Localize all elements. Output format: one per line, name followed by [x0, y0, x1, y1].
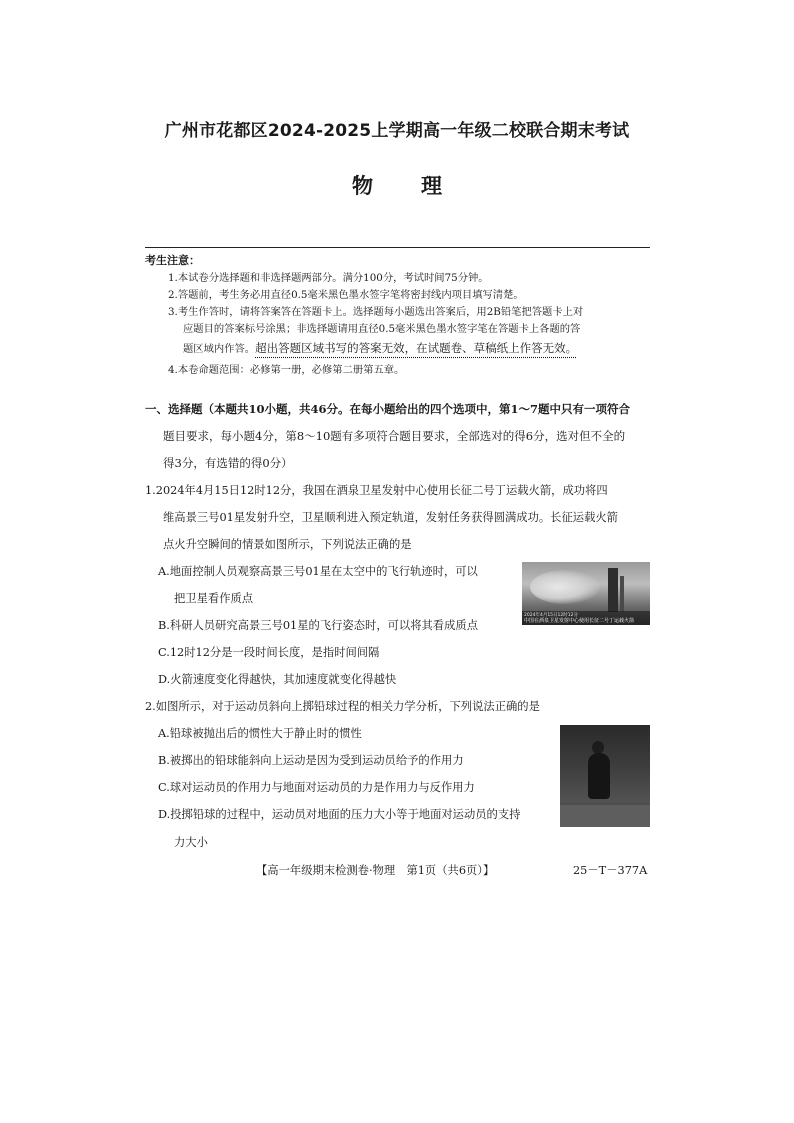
q1-option-a: A.地面控制人员观察高景三号01星在太空中的飞行轨迹时，可以 [158, 565, 478, 578]
q2-option-d-cont: 力大小 [174, 836, 208, 849]
rocket-launch-photo [522, 562, 650, 625]
shot-put-photo [560, 725, 650, 827]
q1-stem-line-3: 点火升空瞬间的情景如图所示，下列说法正确的是 [163, 538, 412, 551]
notice-item-3-prefix: 题区域内作答。 [183, 343, 256, 355]
q1-stem-line-1: 1.2024年4月15日12时12分，我国在酒泉卫星发射中心使用长征二号丁运载火箭，成功将四 [145, 484, 608, 497]
q1-option-a-cont: 把卫星看作质点 [174, 592, 254, 605]
q1-option-d: D.火箭速度变化得越快，其加速度就变化得越快 [158, 673, 397, 686]
q2-option-d: D.投掷铅球的过程中，运动员对地面的压力大小等于地面对运动员的支持 [158, 808, 521, 821]
q2-stem: 2.如图所示，对于运动员斜向上掷铅球过程的相关力学分析，下列说法正确的是 [145, 700, 540, 713]
athlete-figure [588, 753, 610, 799]
paper-code: 25－T－377A [573, 864, 648, 877]
q1-option-c: C.12时12分是一段时间长度，是指时间间隔 [158, 646, 380, 659]
section-title-line-1: 一、选择题（本题共10小题，共46分。在每小题给出的四个选项中，第1～7题中只有一项符合 [145, 402, 631, 416]
notice-item-3-line-3 [183, 340, 577, 358]
notice-emphasis: 超出答题区域书写的答案无效，在试题卷、草稿纸上作答无效。 [255, 341, 578, 355]
q1-stem-line-2: 维高景三号01星发射升空，卫星顺利进入预定轨道，发射任务获得圆满成功。长征运载火箭 [163, 511, 618, 524]
notice-item-4: 4.本卷命题范围：必修第一册，必修第二册第五章。 [168, 364, 405, 376]
subject-title: 物理 [352, 174, 490, 198]
rocket-body [620, 576, 624, 612]
notice-heading: 考生注意： [145, 254, 200, 267]
photo-caption-top: 2024年4月15日12时12分 [524, 613, 578, 618]
launch-tower [608, 568, 618, 612]
notice-item-3-line-1: 3.考生作答时，请将答案答在答题卡上。选择题每小题选出答案后，用2B铅笔把答题卡上对 [168, 306, 584, 318]
photo-caption: 中国在酒泉卫星发射中心使用长征二号丁运载火箭 [524, 618, 635, 624]
notice-item-1: 1.本试卷分选择题和非选择题两部分。满分100分，考试时间75分钟。 [168, 272, 489, 284]
smoke-cloud [530, 570, 600, 604]
section-title-line-2: 题目要求，每小题4分，第8～10题有多项符合题目要求，全部选对的得6分，选对但不全的 [163, 429, 626, 443]
q1-option-b: B.科研人员研究高景三号01星的飞行姿态时，可以将其看成质点 [158, 619, 478, 632]
header-divider [145, 247, 650, 248]
q2-option-c: C.球对运动员的作用力与地面对运动员的力是作用力与反作用力 [158, 781, 475, 794]
exam-title: 广州市花都区2024-2025上学期高一年级二校联合期末考试 [164, 121, 630, 141]
q2-option-b: B.被掷出的铅球能斜向上运动是因为受到运动员给予的作用力 [158, 754, 464, 767]
section-title-line-3: 得3分，有选错的得0分） [163, 456, 293, 470]
notice-item-3-line-2: 应题目的答案标号涂黑；非选择题请用直径0.5毫米黑色墨水签字笔在答题卡上各题的答 [183, 323, 581, 335]
stadium-ground [560, 805, 650, 827]
q2-option-a: A.铅球被抛出后的惯性大于静止时的惯性 [158, 727, 362, 740]
notice-item-2: 2.答题前，考生务必用直径0.5毫米黑色墨水签字笔将密封线内项目填写清楚。 [168, 289, 524, 301]
section-title [145, 396, 630, 422]
page-footer: 【高一年级期末检测卷·物理 第1页（共6页）】 [256, 864, 495, 877]
